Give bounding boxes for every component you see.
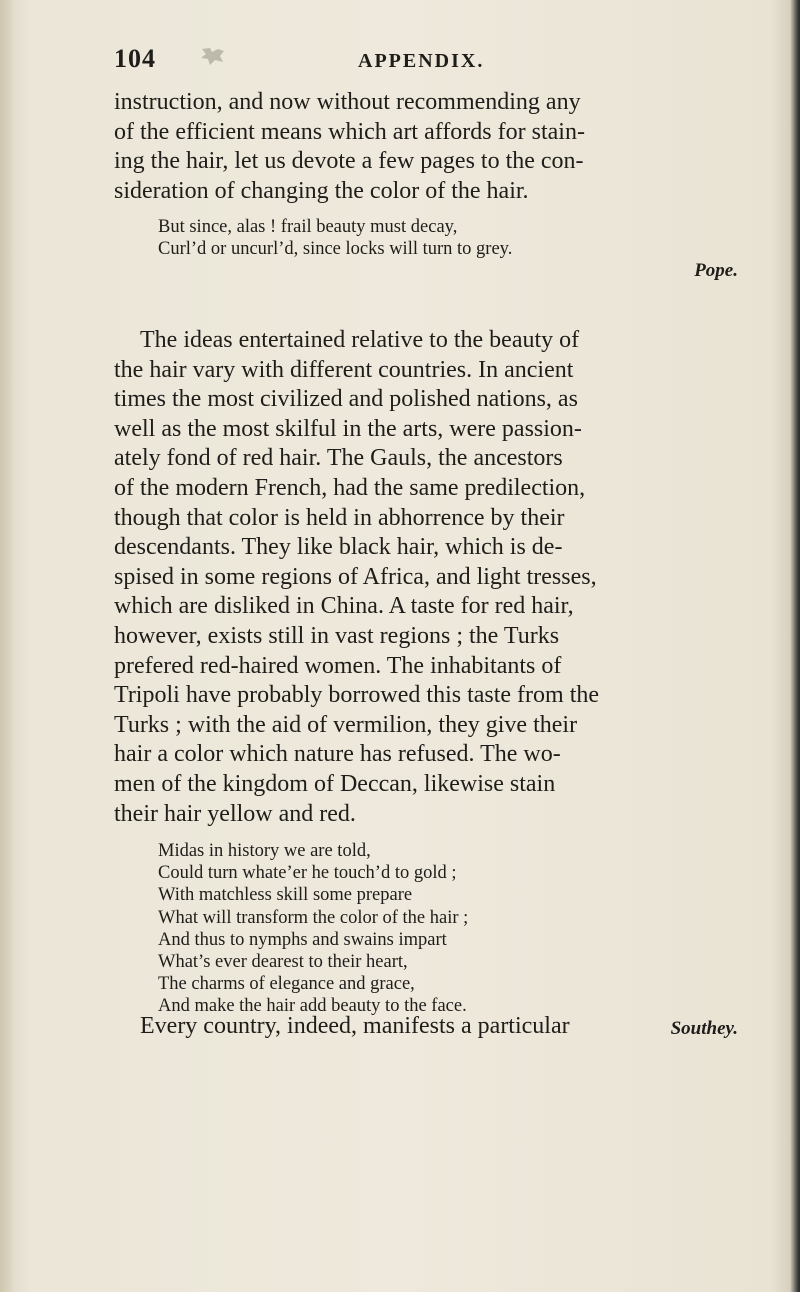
verse-line: The charms of elegance and grace, bbox=[158, 974, 415, 995]
paragraph-line: their hair yellow and red. bbox=[114, 800, 356, 827]
paragraph-line: the hair vary with different countries. In ancient bbox=[114, 356, 574, 383]
paragraph-line: however, exists still in vast regions ; the Turks bbox=[114, 622, 560, 649]
paragraph-line: The ideas entertained relative to the beauty of bbox=[140, 327, 580, 353]
paragraph-line: times the most civilized and polished nations, as bbox=[114, 386, 578, 413]
paragraph-line: Every country, indeed, manifests a particular bbox=[140, 1013, 570, 1039]
paragraph-line: Turks ; with the aid of vermilion, they give their bbox=[114, 711, 578, 738]
verse-line: Could turn whate’er he touch’d to gold ; bbox=[158, 863, 457, 884]
page-header bbox=[114, 40, 674, 80]
quote-attribution: Pope. bbox=[694, 260, 738, 282]
paragraph-1 bbox=[114, 88, 770, 206]
verse-line: With matchless skill some prepare bbox=[158, 885, 413, 906]
paragraph-line: hair a color which nature has refused. The wo- bbox=[114, 741, 561, 768]
paragraph-line: ately fond of red hair. The Gauls, the ancestors bbox=[114, 445, 563, 472]
page-right-edge-shadow bbox=[790, 0, 800, 1292]
running-head: APPENDIX. bbox=[358, 50, 485, 72]
quote-pope bbox=[158, 216, 738, 282]
paragraph-line: which are disliked in China. A taste for red hair, bbox=[114, 593, 574, 620]
verse-line: Midas in history we are told, bbox=[158, 841, 371, 861]
paragraph-line: prefered red-haired women. The inhabitants of bbox=[114, 652, 562, 679]
paragraph-line: instruction, and now without recommending any bbox=[114, 89, 581, 115]
paragraph-line: ing the hair, let us devote a few pages to the con- bbox=[114, 148, 584, 175]
paragraph-line: well as the most skilful in the arts, were passion- bbox=[114, 415, 582, 442]
verse-line: And make the hair add beauty to the face. bbox=[158, 996, 467, 1017]
verse-line: But since, alas ! frail beauty must decay, bbox=[158, 217, 458, 237]
quote-attribution: Southey. bbox=[670, 1017, 738, 1039]
paragraph-2 bbox=[114, 326, 770, 829]
page-left-edge-shadow bbox=[0, 0, 14, 1292]
paragraph-line: descendants. They like black hair, which is de- bbox=[114, 534, 563, 561]
verse-line: And thus to nymphs and swains impart bbox=[158, 929, 447, 950]
paragraph-line: of the efficient means which art affords for stain- bbox=[114, 118, 585, 145]
paragraph-line: sideration of changing the color of the hair. bbox=[114, 177, 529, 204]
paragraph-line: spised in some regions of Africa, and light tresses, bbox=[114, 563, 597, 590]
paragraph-3 bbox=[114, 1012, 770, 1042]
paragraph-line: though that color is held in abhorrence by their bbox=[114, 504, 565, 531]
verse-line: Curl’d or uncurl’d, since locks will turn to grey. bbox=[158, 239, 513, 260]
paragraph-line: Tripoli have probably borrowed this taste from the bbox=[114, 682, 600, 709]
quote-southey bbox=[158, 840, 738, 1040]
paragraph-line: of the modern French, had the same predilection, bbox=[114, 474, 586, 501]
page-number: 104 bbox=[114, 44, 156, 73]
printer-ornament-icon bbox=[198, 46, 238, 68]
verse-line: What’s ever dearest to their heart, bbox=[158, 952, 408, 973]
paragraph-line: men of the kingdom of Deccan, likewise stain bbox=[114, 770, 556, 797]
verse-line: What will transform the color of the hair ; bbox=[158, 907, 469, 928]
